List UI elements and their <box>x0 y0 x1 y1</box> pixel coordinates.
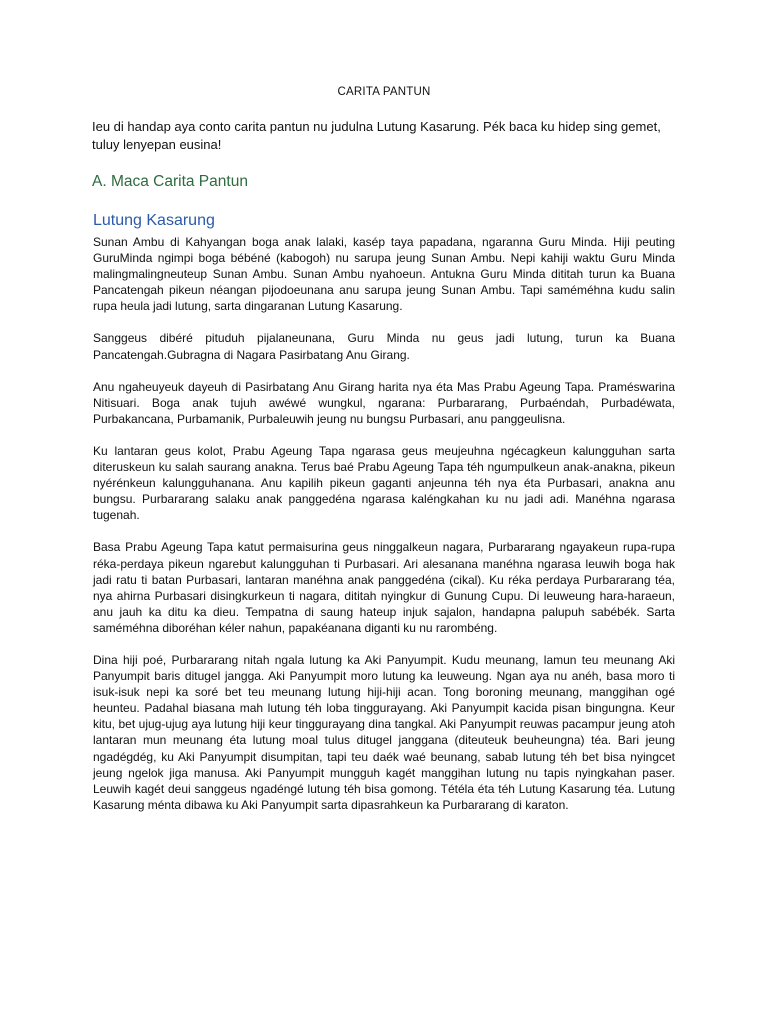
paragraph-6: Dina hiji poé, Purbararang nitah ngala lutung ka Aki Panyumpit. Kudu meunang, lamun teu meunang Aki Panyumpit baris ditugel jangga. Aki Panyumpit moro lutung ka leuweung. Ngan aya nu anéh, basa moro ti isuk-isuk nepi ka soré bet teu meunang lutung hiji-hiji acan. Tong boroning meunang, manggihan ogé heunteu. Padahal biasana mah lutung téh loba tinggurayang. Aki Panyumpit kacida pisan bingungna. Keur kitu, bet ujug-ujug aya lutung hiji keur tinggurayang dina tangkal. Aki Panyumpit reuwas pacampur jeung atoh lantaran mun meunang éta lutung moal tulus ditugel janggana (diteuteuk beuheungna) téa. Bari jeung ngadégdég, ku Aki Panyumpit disumpitan, tapi teu daék waé beunang, sabab lutung téh bet bisa nyingcet jeung ngelok jiga manusa. Aki Panyumpit mungguh kagét manggihan lutung nu tapis nyingkahan paser. Leuwih kagét deui sanggeus ngadéngé lutung téh bisa gomong. Tétéla éta téh Lutung Kasarung téa. Lutung Kasarung ménta dibawa ku Aki Panyumpit sarta dipasrahkeun ka Purbararang di karaton. <box>93 652 675 812</box>
paragraph-2: Sanggeus dibéré pituduh pijalaneunana, Guru Minda nu geus jadi lutung, turun ka Buana Pancatengah.Gubragna di Nagara Pasirbatang Anu Girang. <box>93 331 675 362</box>
paragraph-1: Sunan Ambu di Kahyangan boga anak lalaki, kasép taya papadana, ngaranna Guru Minda. Hiji peuting GuruMinda ngimpi boga bébéné (kabogoh) nu sarupa jeung Sunan Ambu. Nepi kahiji waktu Guru Minda malingmalingneuteup Sunan Ambu. Sunan Ambu nyahoeun. Antukna Guru Minda dititah turun ka Buana Pancatengah pikeun néangan pijodoeunana anu sarupa jeung Sunan Ambu. Tapi saméméhna kudu salin rupa heula jadi lutung, sarta dingaranan Lutung Kasarung. <box>93 235 675 314</box>
section-heading: A. Maca Carita Pantun <box>92 173 248 190</box>
intro-text: Ieu di handap aya conto carita pantun nu judulna Lutung Kasarung. Pék baca ku hidep sing gemet, tuluy lenyepan eusina! <box>92 119 661 152</box>
story-title: Lutung Kasarung <box>93 212 215 229</box>
document-title: CARITA PANTUN <box>337 86 431 98</box>
paragraph-4: Ku lantaran geus kolot, Prabu Ageung Tapa ngarasa geus meujeuhna ngécagkeun kalungguhan sarta diteruskeun ku salah saurang anakna. Terus baé Prabu Ageung Tapa téh ngumpulkeun anak-anakna, pikeun nyérénkeun kalungguhanana. Anu kapilih pikeun gaganti anjeunna téh nya éta Purbasari, anakna anu bungsu. Purbararang salaku anak panggedéna ngarasa kaléngkahan ku nu jadi adi. Manéhna ngarasa tugenah. <box>93 443 675 523</box>
paragraph-3: Anu ngaheuyeuk dayeuh di Pasirbatang Anu Girang harita nya éta Mas Prabu Ageung Tapa. Praméswarina Nitisuari. Boga anak tujuh awéwé wungkul, ngarana: Purbararang, Purbaéndah, Purbadéwata, Purbakancana, Purbamanik, Purbaleuwih jeung nu bungsu Purbasari, anu panggeulisna. <box>93 379 675 426</box>
story-body <box>93 234 675 829</box>
paragraph-5: Basa Prabu Ageung Tapa katut permaisurina geus ninggalkeun nagara, Purbararang ngayakeun rupa-rupa réka-perdaya pikeun ngarebut kalungguhan ti Purbasari. Ari alesanana manéhna ngarasa leuwih boga hak jadi ratu ti batan Purbasari, lantaran manéhna anak panggedéna (cikal). Ku réka perdaya Purbararang téa, nya ahirna Purbasari disingkurkeun ti nagara, dititah nyingkur di Gunung Cupu. Di leuweung hara-haraeun, anu jauh ka ditu ka dieu. Tempatna di saung hateup injuk sajalon, handapna palupuh sabébék. Sarta saméméhna diboréhan kéler nahun, papakéanana diganti ku nu rarombéng. <box>93 540 675 635</box>
